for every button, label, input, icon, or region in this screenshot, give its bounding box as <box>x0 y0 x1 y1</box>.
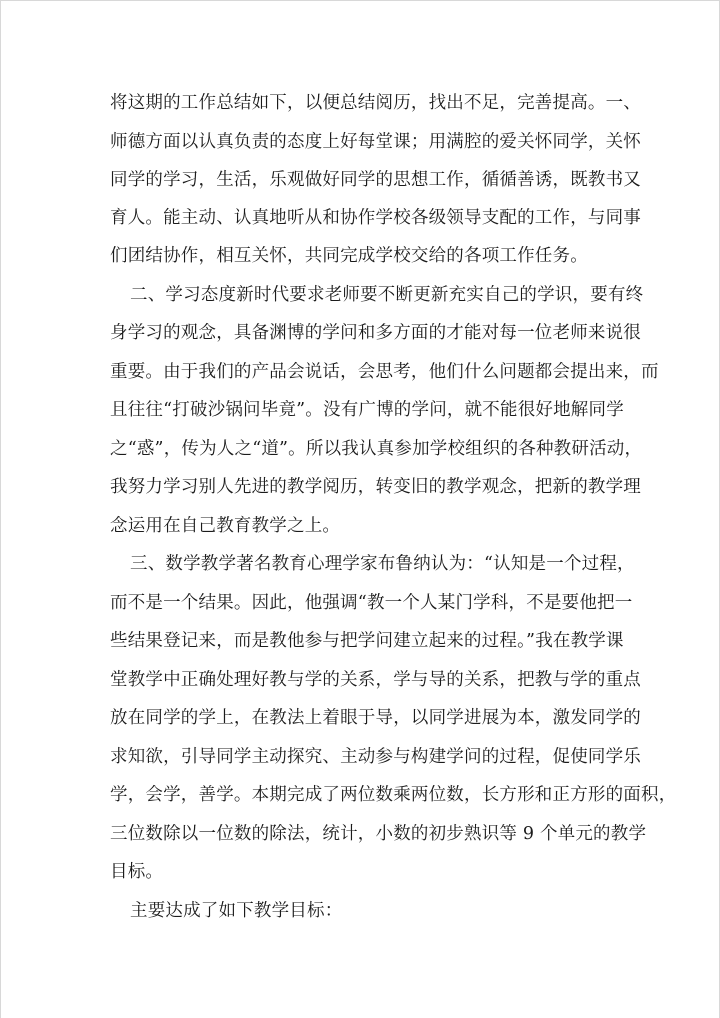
text-line: 求知欲，引导同学主动探究、主动参与构建学问的过程，促使同学乐 <box>110 747 641 767</box>
text-line: 之“惑”，传为人之“道”。所以我认真参加学校组织的各种教研活动， <box>110 439 643 459</box>
text-line: 念运用在自己教育教学之上。 <box>110 516 341 536</box>
text-line: 二、学习态度新时代要求老师要不断更新充实自己的学识，要有终 <box>130 285 644 305</box>
text-line: 身学习的观念，具备渊博的学问和多方面的才能对每一位老师来说很 <box>110 323 641 343</box>
page-border-left <box>0 0 1 1018</box>
text-line: 育人。能主动、认真地听从和协作学校各级领导支配的工作，与同事 <box>110 208 641 228</box>
text-line: 些结果登记来，而是教他参与把学问建立起来的过程。”我在教学课 <box>110 631 624 651</box>
text-line: 三、数学教学著名教育心理学家布鲁纳认为：“认知是一个过程， <box>130 554 635 574</box>
text-line: 将这期的工作总结如下，以便总结阅历，找出不足，完善提高。一、 <box>110 93 641 113</box>
text-line: 放在同学的学上，在教法上着眼于导，以同学进展为本，激发同学的 <box>110 708 641 728</box>
text-line: 学，会学，善学。本期完成了两位数乘两位数，长方形和正方形的面积， <box>110 785 677 805</box>
text-line: 同学的学习，生活，乐观做好同学的思想工作，循循善诱，既教书又 <box>110 170 641 190</box>
text-line: 而不是一个结果。因此，他强调“教一个人某门学科，不是要他把一 <box>110 593 633 613</box>
text-line: 重要。由于我们的产品会说话，会思考，他们什么问题都会提出来，而 <box>110 362 659 382</box>
text-line: 目标。 <box>110 862 164 882</box>
text-line: 们团结协作，相互关怀，共同完成学校交给的各项工作任务。 <box>110 246 588 266</box>
text-line: 我努力学习别人先进的教学阅历，转变旧的教学观念，把新的教学理 <box>110 477 641 497</box>
text-line: 三位数除以一位数的除法，统计，小数的初步熟识等 9 个单元的教学 <box>110 824 647 844</box>
text-line: 师德方面以认真负责的态度上好每堂课；用满腔的爱关怀同学，关怀 <box>110 132 641 152</box>
text-line: 主要达成了如下教学目标： <box>130 901 343 921</box>
page-border-top <box>0 0 720 1</box>
text-line: 堂教学中正确处理好教与学的关系，学与导的关系，把教与学的重点 <box>110 670 641 690</box>
text-line: 且往往“打破沙锅问毕竟”。没有广博的学问，就不能很好地解同学 <box>110 400 624 420</box>
